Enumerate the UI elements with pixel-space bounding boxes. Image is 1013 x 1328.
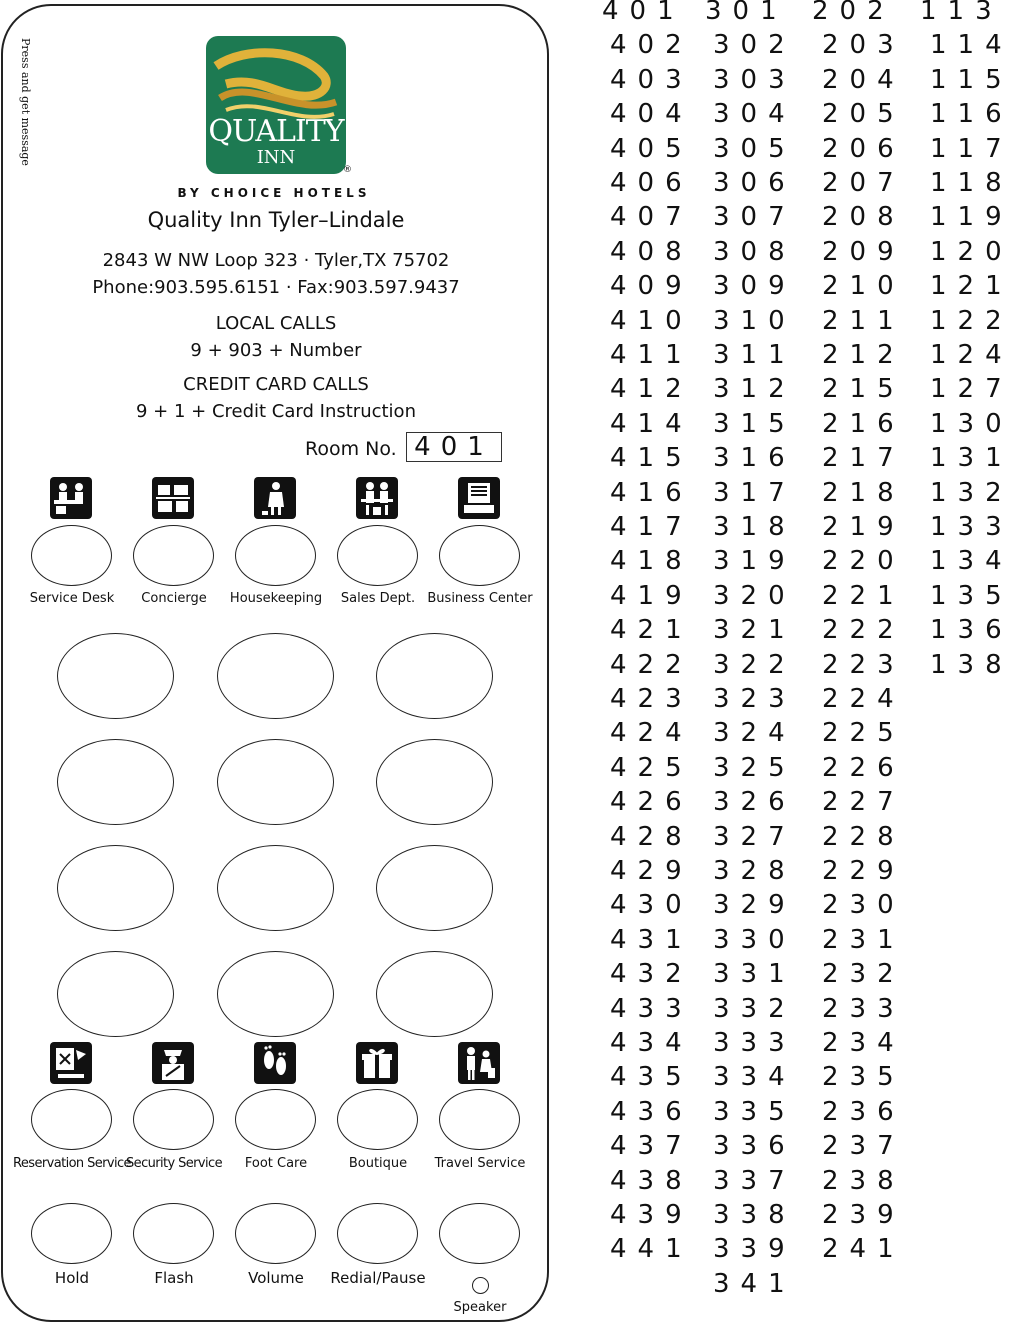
hold-button[interactable] — [31, 1203, 112, 1264]
room-number-item: 319 — [713, 546, 796, 577]
room-number-item: 131 — [930, 443, 1013, 474]
room-number-item: 422 — [610, 649, 693, 680]
room-number-item: 241 — [822, 1234, 905, 1265]
room-number-item: 430 — [610, 890, 693, 921]
room-number-item: 312 — [713, 374, 796, 405]
sales-dept-icon — [356, 477, 398, 519]
sales-dept-button[interactable] — [337, 525, 418, 586]
travel-service-button[interactable] — [439, 1089, 520, 1150]
room-number-item: 433 — [610, 993, 693, 1024]
room-number-item: 338 — [713, 1200, 796, 1230]
room-number-item: 233 — [822, 993, 905, 1024]
room-number-item: 130 — [930, 408, 1013, 439]
dial-key[interactable] — [376, 739, 493, 825]
room-number-item: 324 — [713, 718, 796, 749]
security-service-icon — [152, 1042, 194, 1084]
room-number-item: 410 — [610, 305, 693, 336]
room-number-item: 436 — [610, 1096, 693, 1127]
room-number-item: 408 — [610, 236, 693, 267]
dial-key[interactable] — [57, 845, 174, 931]
boutique-icon — [356, 1042, 398, 1084]
room-label: Room No. — [305, 438, 397, 460]
room-number-item: 209 — [822, 236, 905, 267]
room-number-item: 226 — [822, 752, 905, 783]
room-number-item: 423 — [610, 684, 693, 714]
housekeeping-button[interactable] — [235, 525, 316, 586]
room-number-item: 419 — [610, 580, 693, 611]
room-number-item: 334 — [713, 1062, 796, 1093]
room-number-item: 138 — [930, 649, 1013, 680]
hotel-name: Quality Inn Tyler–Lindale — [147, 208, 405, 232]
room-number-item: 207 — [822, 168, 905, 198]
room-number-item: 239 — [822, 1200, 905, 1230]
room-number-item: 211 — [822, 305, 905, 336]
room-number-item: 441 — [610, 1234, 693, 1265]
room-number-item: 315 — [713, 408, 796, 439]
flash-button[interactable] — [133, 1203, 214, 1264]
boutique-button[interactable] — [337, 1089, 418, 1150]
speaker-label: Speaker — [453, 1300, 507, 1315]
room-number-item: 403 — [610, 64, 693, 95]
side-note — [14, 38, 36, 198]
reservation-service-icon — [50, 1042, 92, 1084]
local-calls-title: LOCAL CALLS — [215, 313, 337, 334]
room-number-item: 122 — [930, 305, 1013, 336]
dial-key[interactable] — [376, 951, 493, 1037]
room-number-item: 227 — [822, 787, 905, 818]
room-number-item: 220 — [822, 546, 905, 577]
room-number-item: 414 — [610, 408, 693, 439]
dial-key[interactable] — [57, 739, 174, 825]
room-number-item: 118 — [930, 168, 1013, 198]
room-number-item: 421 — [610, 615, 693, 646]
room-number-item: 326 — [713, 787, 796, 818]
dial-key[interactable] — [57, 633, 174, 719]
room-number-item: 219 — [822, 512, 905, 542]
room-number-item: 115 — [930, 64, 1013, 95]
room-number-item: 224 — [822, 684, 905, 714]
phone-fax: Phone:903.595.6151 · Fax:903.597.9437 — [92, 277, 460, 298]
dial-key[interactable] — [217, 739, 334, 825]
room-number-item: 204 — [822, 64, 905, 95]
dial-key[interactable] — [217, 633, 334, 719]
room-number-item: 304 — [713, 99, 796, 130]
room-number-item: 412 — [610, 374, 693, 405]
redial-pause-label: Redial/Pause — [330, 1269, 426, 1287]
room-number-item: 329 — [713, 890, 796, 921]
room-number-item: 306 — [713, 168, 796, 198]
room-number-item: 424 — [610, 718, 693, 749]
room-number-item: 302 — [713, 30, 796, 61]
dial-key[interactable] — [376, 845, 493, 931]
room-number-item: 301 — [705, 0, 788, 26]
reservation-service-label: Reservation Service — [13, 1156, 131, 1171]
concierge-button[interactable] — [133, 525, 214, 586]
room-number-item: 307 — [713, 202, 796, 233]
speaker-button[interactable] — [439, 1203, 520, 1264]
room-number-item: 215 — [822, 374, 905, 405]
volume-button[interactable] — [235, 1203, 316, 1264]
security-service-label: Security Service — [126, 1156, 222, 1171]
room-number-item: 401 — [602, 0, 685, 26]
room-number-item: 237 — [822, 1131, 905, 1162]
room-number-item: 438 — [610, 1165, 693, 1196]
room-number-item: 415 — [610, 443, 693, 474]
housekeeping-icon — [254, 477, 296, 519]
logo-sub-text: INN — [256, 147, 296, 168]
room-number-item: 317 — [713, 477, 796, 508]
business-center-icon — [458, 477, 500, 519]
dial-key[interactable] — [217, 845, 334, 931]
dial-key[interactable] — [217, 951, 334, 1037]
room-number-item: 134 — [930, 546, 1013, 577]
room-number-item: 409 — [610, 271, 693, 302]
hold-label: Hold — [54, 1269, 90, 1287]
room-number-item: 321 — [713, 615, 796, 646]
room-number-item: 335 — [713, 1096, 796, 1127]
room-number-item: 434 — [610, 1028, 693, 1058]
room-number-item: 333 — [713, 1028, 796, 1058]
quality-inn-logo — [206, 36, 346, 174]
room-number-item: 431 — [610, 924, 693, 955]
business-center-label: Business Center — [427, 591, 533, 606]
room-number-item: 328 — [713, 856, 796, 886]
room-number-item: 205 — [822, 99, 905, 130]
room-number-item: 311 — [713, 340, 796, 370]
room-number-item: 318 — [713, 512, 796, 542]
room-number-item: 405 — [610, 133, 693, 164]
room-number-item: 437 — [610, 1131, 693, 1162]
volume-label: Volume — [248, 1269, 304, 1287]
credit-calls-title: CREDIT CARD CALLS — [183, 374, 369, 395]
room-number-item: 320 — [713, 580, 796, 611]
travel-service-icon — [458, 1042, 500, 1084]
room-number-item: 432 — [610, 959, 693, 990]
room-number-item: 206 — [822, 133, 905, 164]
service-desk-label: Service Desk — [29, 591, 115, 606]
room-number-item: 217 — [822, 443, 905, 474]
room-number-item: 416 — [610, 477, 693, 508]
room-number-item: 238 — [822, 1165, 905, 1196]
room-number-item: 228 — [822, 821, 905, 852]
by-line: BY CHOICE HOTELS — [177, 186, 371, 200]
room-number-item: 332 — [713, 993, 796, 1024]
reservation-service-button[interactable] — [31, 1089, 112, 1150]
redial-pause-button[interactable] — [337, 1203, 418, 1264]
room-number-item: 231 — [822, 924, 905, 955]
room-number-item: 327 — [713, 821, 796, 852]
room-number-item: 310 — [713, 305, 796, 336]
room-number-item: 127 — [930, 374, 1013, 405]
room-number-item: 417 — [610, 512, 693, 542]
room-number-item: 411 — [610, 340, 693, 370]
room-number-item: 309 — [713, 271, 796, 302]
foot-care-label: Foot Care — [244, 1156, 308, 1171]
room-number-item: 132 — [930, 477, 1013, 508]
room-number-item: 323 — [713, 684, 796, 714]
room-number-item: 117 — [930, 133, 1013, 164]
room-number-item: 121 — [930, 271, 1013, 302]
business-center-button[interactable] — [439, 525, 520, 586]
dial-key[interactable] — [57, 951, 174, 1037]
foot-care-button[interactable] — [235, 1089, 316, 1150]
concierge-icon — [152, 477, 194, 519]
dial-key[interactable] — [376, 633, 493, 719]
room-number-item: 221 — [822, 580, 905, 611]
room-number-item: 418 — [610, 546, 693, 577]
room-number-item: 135 — [930, 580, 1013, 611]
room-number-item: 303 — [713, 64, 796, 95]
room-number-item: 330 — [713, 924, 796, 955]
address: 2843 W NW Loop 323 · Tyler,TX 75702 — [102, 250, 450, 271]
room-number-item: 316 — [713, 443, 796, 474]
boutique-label: Boutique — [348, 1156, 408, 1171]
room-number-item: 223 — [822, 649, 905, 680]
speaker-indicator-icon — [472, 1277, 489, 1294]
room-number-item: 407 — [610, 202, 693, 233]
room-number-item: 116 — [930, 99, 1013, 130]
room-number-item: 234 — [822, 1028, 905, 1058]
room-number-item: 337 — [713, 1165, 796, 1196]
room-number-item: 429 — [610, 856, 693, 886]
room-number-item: 339 — [713, 1234, 796, 1265]
room-number-item: 203 — [822, 30, 905, 61]
room-number-item: 426 — [610, 787, 693, 818]
room-number-item: 322 — [713, 649, 796, 680]
room-number-item: 305 — [713, 133, 796, 164]
room-number-item: 325 — [713, 752, 796, 783]
foot-care-icon — [254, 1042, 296, 1084]
room-number-item: 133 — [930, 512, 1013, 542]
flash-label: Flash — [154, 1269, 194, 1287]
housekeeping-label: Housekeeping — [229, 591, 323, 606]
room-number-item: 428 — [610, 821, 693, 852]
room-number-item: 331 — [713, 959, 796, 990]
sales-dept-label: Sales Dept. — [340, 591, 416, 606]
security-service-button[interactable] — [133, 1089, 214, 1150]
logo-main-text: QUALITY — [208, 114, 344, 149]
room-number-item: 216 — [822, 408, 905, 439]
room-number-item: 235 — [822, 1062, 905, 1093]
room-number-item: 341 — [713, 1268, 796, 1299]
service-desk-icon — [50, 477, 92, 519]
room-number-item: 119 — [930, 202, 1013, 233]
room-number-item: 230 — [822, 890, 905, 921]
room-number-item: 218 — [822, 477, 905, 508]
side-note-text: Press and get message — [19, 38, 32, 166]
concierge-label: Concierge — [141, 591, 207, 606]
room-number-item: 336 — [713, 1131, 796, 1162]
room-number-item: 222 — [822, 615, 905, 646]
room-number-item: 114 — [930, 30, 1013, 61]
travel-service-label: Travel Service — [434, 1156, 526, 1171]
room-number-item: 236 — [822, 1096, 905, 1127]
room-number-item: 113 — [920, 0, 1003, 26]
room-number-item: 136 — [930, 615, 1013, 646]
room-number: 401 — [406, 432, 502, 462]
room-number-item: 404 — [610, 99, 693, 130]
credit-calls-text: 9 + 1 + Credit Card Instruction — [136, 401, 416, 422]
room-number-item: 425 — [610, 752, 693, 783]
room-number-item: 232 — [822, 959, 905, 990]
room-number-item: 124 — [930, 340, 1013, 370]
room-number-item: 202 — [812, 0, 895, 26]
room-number-item: 210 — [822, 271, 905, 302]
service-desk-button[interactable] — [31, 525, 112, 586]
room-number-item: 435 — [610, 1062, 693, 1093]
room-number-item: 120 — [930, 236, 1013, 267]
local-calls-text: 9 + 903 + Number — [190, 340, 362, 361]
room-number-item: 208 — [822, 202, 905, 233]
room-number-item: 308 — [713, 236, 796, 267]
room-number-item: 406 — [610, 168, 693, 198]
room-number-item: 225 — [822, 718, 905, 749]
room-number-item: 212 — [822, 340, 905, 370]
logo-registered-mark: ® — [343, 165, 352, 175]
room-number-item: 439 — [610, 1200, 693, 1230]
room-number-item: 402 — [610, 30, 693, 61]
room-number-item: 229 — [822, 856, 905, 886]
